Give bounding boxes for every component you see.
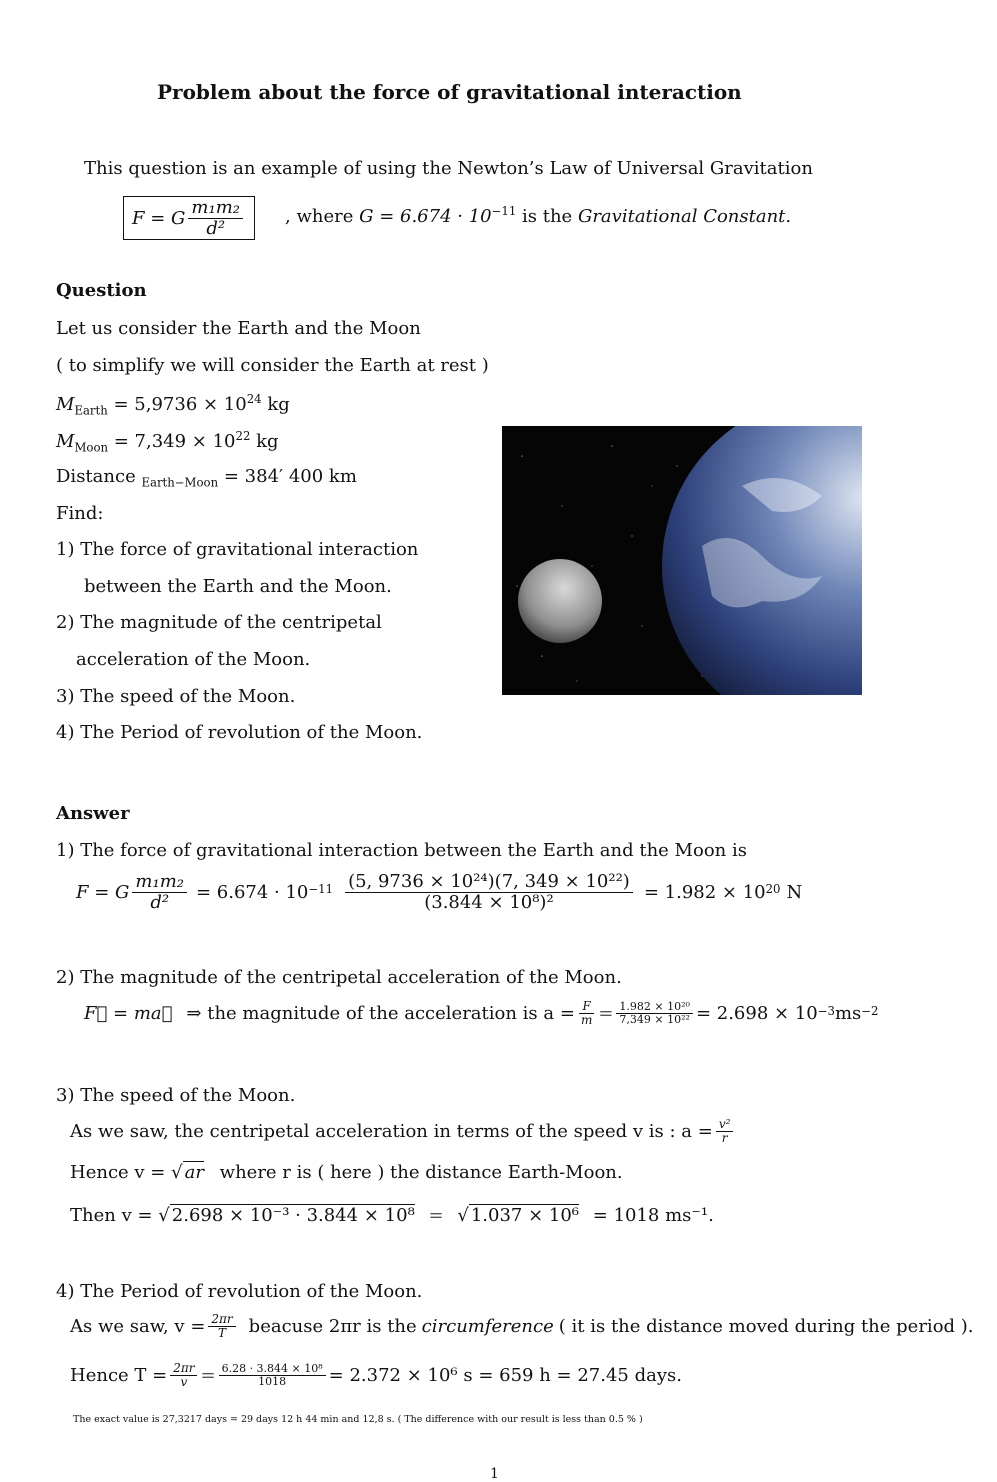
moon-mass-value: = 7,349 × 10 [113,431,236,452]
a2-result-exponent: −3 [817,1004,835,1018]
exact-value-note: The exact value is 27,3217 days = 29 days 12 h 44 min and 12,8 s. ( The difference with our result is less than 0.5 % ) [73,1414,643,1425]
gravitation-formula-box [123,196,255,240]
formula-fraction [188,198,243,239]
question-item-2a: 2) The magnitude of the centripetal [56,612,382,633]
formula-lhs: F = G [132,207,186,229]
moon-mass-symbol: M [56,431,75,452]
answer-4-line-2: Hence T = $\frac{2\pi r}{v}$ = $\frac{\text{6.28 · 3.844 × 10⁸}}{1018}$ = 2.372 × 10⁶ s = 659 h = 27.45 days. [70,1361,682,1390]
a1-numerator-2: (5, 9736 × 10²⁴)(7, 349 × 10²²) [345,872,633,893]
a3-centripetal-fraction [716,1118,734,1145]
distance-label: Distance [56,466,136,487]
a1-fraction-2 [345,872,633,913]
answer-heading: Answer [56,803,130,824]
a4-period-result: = 2.372 × 10⁶ s = 659 h = 27.45 days. [328,1365,682,1387]
a1-lhs: F = G [76,881,130,903]
question-item-1b: between the Earth and the Moon. [84,576,392,597]
a3-v-squared: v² [716,1118,734,1132]
earth-moon-image [502,426,862,695]
distance-value: = 384′ 400 km [223,466,357,487]
gravitational-constant-line [285,204,791,227]
a4-t: T [218,1326,227,1341]
a4-value-fraction [219,1363,326,1388]
a1-fraction-1 [132,872,187,913]
intro-text: This question is an example of using the Newton’s Law of Universal Gravitation [84,158,813,179]
formula-denominator: d² [206,217,226,239]
question-item-2b: acceleration of the Moon. [76,649,311,670]
answer-3-line-1 [70,1118,736,1145]
a4-circumference: circumference [421,1316,554,1338]
a2-text: ⇒ the magnitude of the acceleration is a = [186,1003,575,1025]
earth-mass [56,392,290,418]
a4-line-1-prefix: As we saw, v = [70,1316,206,1338]
a4-2pir-2: 2πr [170,1362,197,1376]
answer-2-heading: 2) The magnitude of the centripetal acceleration of the Moon. [56,967,622,988]
earth-mass-exponent: 24 [246,392,262,406]
a1-result-exponent: 20 [765,882,781,896]
question-item-3: 3) The speed of the Moon. [56,686,296,707]
moon-mass-subscript: Moon [74,440,109,455]
answer-4-heading: 4) The Period of revolution of the Moon. [56,1281,423,1302]
gravitational-constant-name: Gravitational Constant. [577,206,792,227]
answer-1-equation [76,872,802,913]
where-prefix: , where [285,206,354,227]
moon-mass [56,429,279,455]
a2-denominator: 7,349 × 10²² [619,1013,690,1027]
answer-2-equation: F⃗ = ma⃗ ⇒ the magnitude of the acceleration is a = $\frac{F}{m}$ = $\frac{\text{1.982 × 10²⁰}}{\text{7,349 × 10²²}}$ = 2.698 × 10 −3 ms −2 [84,999,879,1028]
answer-3-line-3: Then v = √ 2.698 × 10⁻³ · 3.844 × 10⁸ = √ 1.037 × 10⁶ = 1018 ms⁻¹. [70,1205,714,1226]
a1-unit: N [786,881,803,903]
earth-mass-unit: kg [267,394,290,415]
a3-root-ar: ar [184,1162,204,1183]
a4-speed-fraction [208,1313,235,1340]
question-line-2: ( to simplify we will consider the Earth at rest ) [56,355,489,376]
a4-line-1-text: ( it is the distance moved during the period ). [558,1316,974,1338]
a2-fraction-2 [616,1001,693,1026]
g-exponent: −11 [491,204,517,218]
moon-mass-unit: kg [256,431,279,452]
a3-root-product: 2.698 × 10⁻³ · 3.844 × 10⁸ [171,1205,415,1226]
a3-r: r [721,1131,728,1146]
a2-m: m [580,1013,593,1028]
page-number: 1 [490,1466,499,1482]
question-item-1a: 1) The force of gravitational interaction [56,539,419,560]
a2-f: F [579,1000,593,1014]
formula-numerator: m₁m₂ [188,198,243,219]
a2-unit: ms [834,1003,862,1025]
earth-mass-subscript: Earth [74,403,108,418]
a2-result: = 2.698 × 10 [695,1003,818,1025]
answer-1-heading: 1) The force of gravitational interaction between the Earth and the Moon is [56,840,747,861]
earth-moon-illustration [502,426,862,695]
a1-gravity-constant: = 6.674 · 10 [195,881,309,903]
a1-result: = 1.982 × 10 [643,881,766,903]
a3-line-1-text: As we saw, the centripetal acceleration in terms of the speed v is : a = [70,1121,713,1143]
answer-3-heading: 3) The speed of the Moon. [56,1085,296,1106]
a4-denominator: 1018 [258,1375,287,1389]
moon-mass-exponent: 22 [235,429,251,443]
is-the: is the [522,206,573,227]
a3-speed-result: = 1018 ms⁻¹. [592,1205,714,1226]
a4-line-2-prefix: Hence T = [70,1365,168,1387]
question-line-1: Let us consider the Earth and the Moon [56,318,421,339]
a3-root-value: 1.037 × 10⁶ [470,1205,580,1226]
a1-numerator-1: m₁m₂ [132,872,187,893]
distance-subscript: Earth−Moon [141,475,219,490]
earth-mass-value: = 5,9736 × 10 [113,394,247,415]
a4-2pir: 2πr [208,1313,235,1327]
a2-unit-exponent: −2 [861,1004,879,1018]
a2-numerator: 1.982 × 10²⁰ [616,1001,693,1014]
page-title: Problem about the force of gravitational interaction [157,80,742,104]
answer-4-line-1 [70,1313,974,1340]
a4-period-fraction [170,1362,197,1389]
question-item-4: 4) The Period of revolution of the Moon. [56,722,423,743]
a3-line-3-prefix: Then v = [70,1205,153,1226]
a1-gravity-exponent: −11 [308,882,334,896]
a4-numerator: 6.28 · 3.844 × 10⁸ [219,1363,326,1376]
g-expression: G = 6.674 · 10 [359,206,492,227]
earth-mass-symbol: M [56,394,75,415]
a1-denominator-2: (3.844 × 10⁸)² [424,891,554,913]
a2-fraction-1 [578,1000,595,1027]
a2-newton-law: F⃗ = ma⃗ [84,1003,173,1025]
question-heading: Question [56,280,147,301]
a3-line-2-text: where r is ( here ) the distance Earth-Moon. [219,1162,623,1183]
earth-moon-distance [56,466,357,490]
a3-line-2-prefix: Hence v = [70,1162,166,1183]
a4-because-text: beacuse 2πr is the [248,1316,417,1338]
a4-v: v [180,1375,188,1390]
find-label: Find: [56,503,104,524]
a1-denominator-1: d² [150,891,170,913]
a3-equals: = [428,1205,444,1226]
answer-3-line-2: Hence v = √ ar where r is ( here ) the distance Earth-Moon. [70,1162,623,1183]
